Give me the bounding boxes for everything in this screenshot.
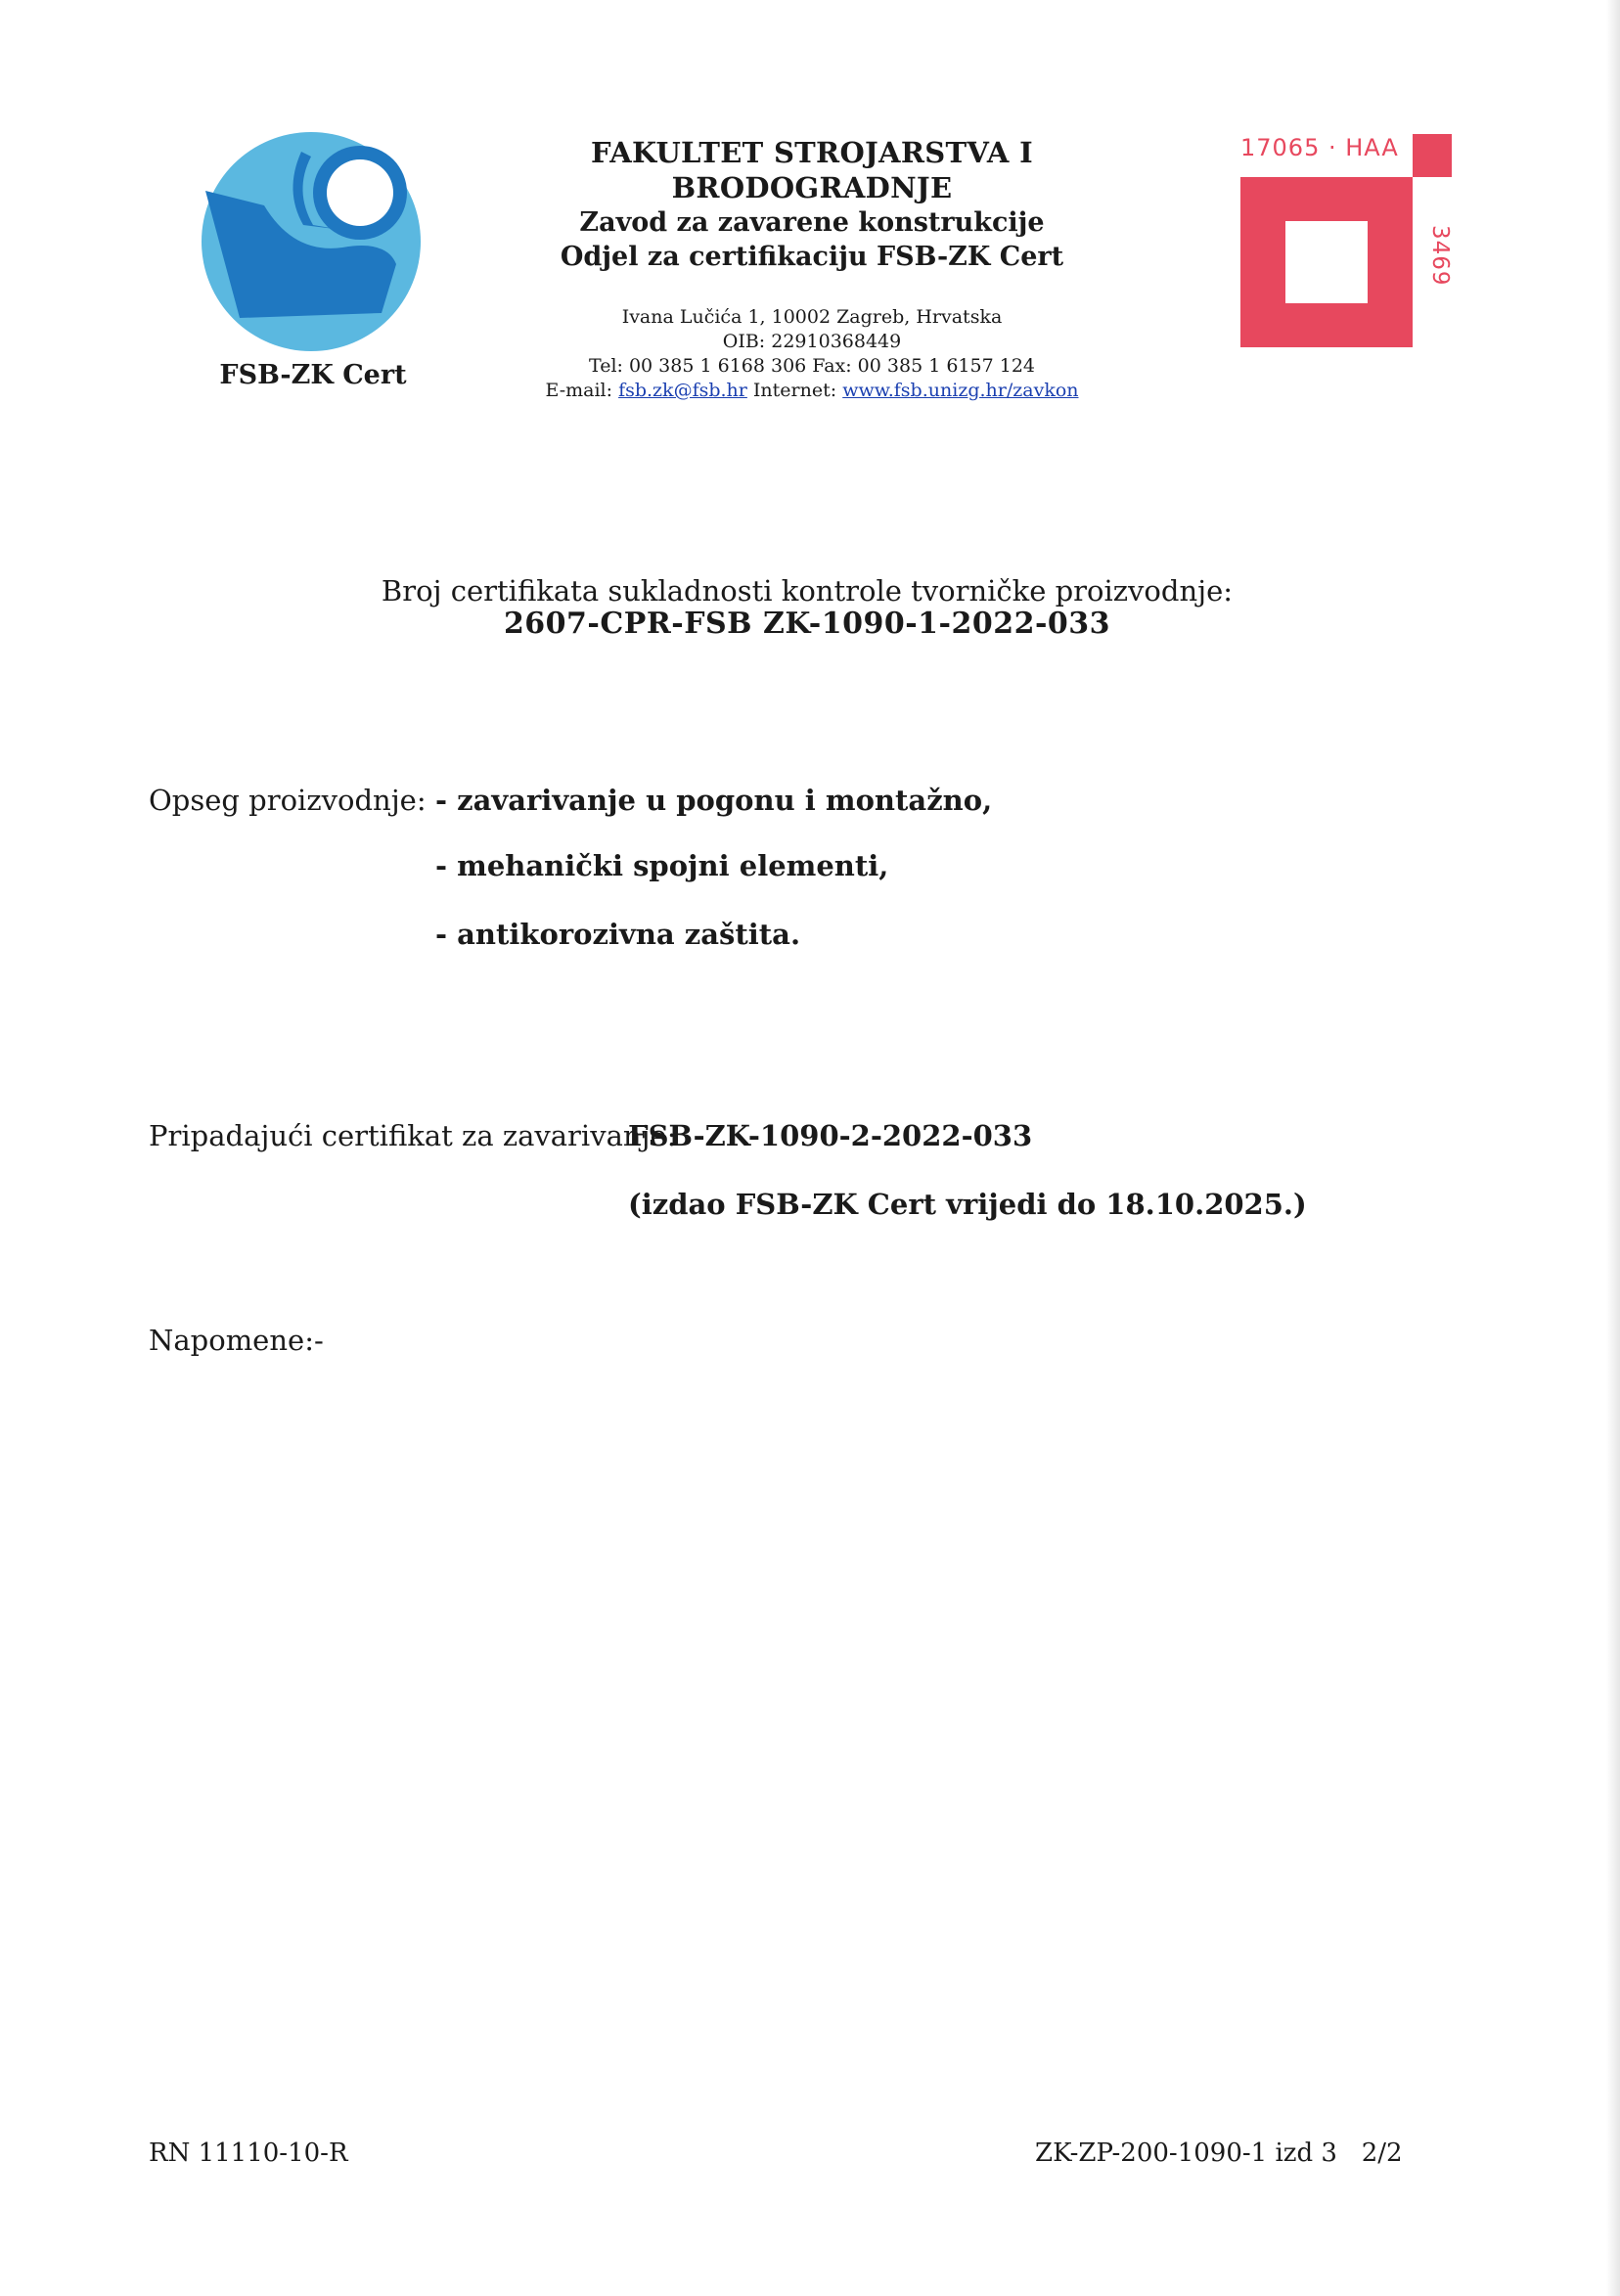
footer-reference: RN 11110-10-R xyxy=(149,2138,348,2168)
email-label: E-mail: xyxy=(545,380,613,401)
address: Ivana Lučića 1, 10002 Zagreb, Hrvatska xyxy=(621,306,1003,328)
welding-cert-label: Pripadajući certifikat za zavarivanje: xyxy=(149,1119,677,1152)
remarks-label: Napomene:- xyxy=(149,1324,324,1357)
certificate-intro: Broj certifikata sukladnosti kontrole tvorničke proizvodnje: xyxy=(381,574,1234,608)
department-name: Zavod za zavarene konstrukcije xyxy=(579,207,1045,238)
certificate-number: 2607-CPR-FSB ZK-1090-1-2022-033 xyxy=(503,607,1111,641)
letterhead xyxy=(470,135,1154,403)
accreditation-code: 17065 · HAA xyxy=(1240,134,1399,161)
footer-doc-id: ZK-ZP-200-1090-1 izd 3 2/2 xyxy=(1035,2138,1403,2168)
institution-name: FAKULTET STROJARSTVA I BRODOGRADNJE xyxy=(591,136,1033,204)
scope-item: - mehanički spojni elementi, xyxy=(435,849,889,882)
accreditation-number: 3469 xyxy=(1427,225,1453,287)
internet-label: Internet: xyxy=(752,380,837,401)
unit-name: Odjel za certifikaciju FSB-ZK Cert xyxy=(560,242,1064,272)
welding-cert-note: (izdao FSB-ZK Cert vrijedi do 18.10.2025.) xyxy=(628,1188,1307,1221)
welding-cert-number: FSB-ZK-1090-2-2022-033 xyxy=(628,1119,1033,1152)
email-link[interactable]: fsb.zk@fsb.hr xyxy=(618,380,747,401)
contact-line xyxy=(470,379,1154,403)
oib: OIB: 22910368449 xyxy=(722,331,902,352)
logo-label: FSB-ZK Cert xyxy=(219,360,407,390)
website-link[interactable]: www.fsb.unizg.hr/zavkon xyxy=(842,380,1079,401)
scope-label: Opseg proizvodnje: xyxy=(149,784,427,817)
phone-fax: Tel: 00 385 1 6168 306 Fax: 00 385 1 6157 124 xyxy=(589,355,1035,377)
fsb-zk-logo xyxy=(196,132,430,396)
page-edge xyxy=(1606,0,1620,2296)
logo-icon xyxy=(196,132,430,367)
accreditation-mark-icon xyxy=(1240,134,1452,347)
scope-item: - antikorozivna zaštita. xyxy=(435,918,801,951)
scope-item: - zavarivanje u pogonu i montažno, xyxy=(435,784,993,817)
